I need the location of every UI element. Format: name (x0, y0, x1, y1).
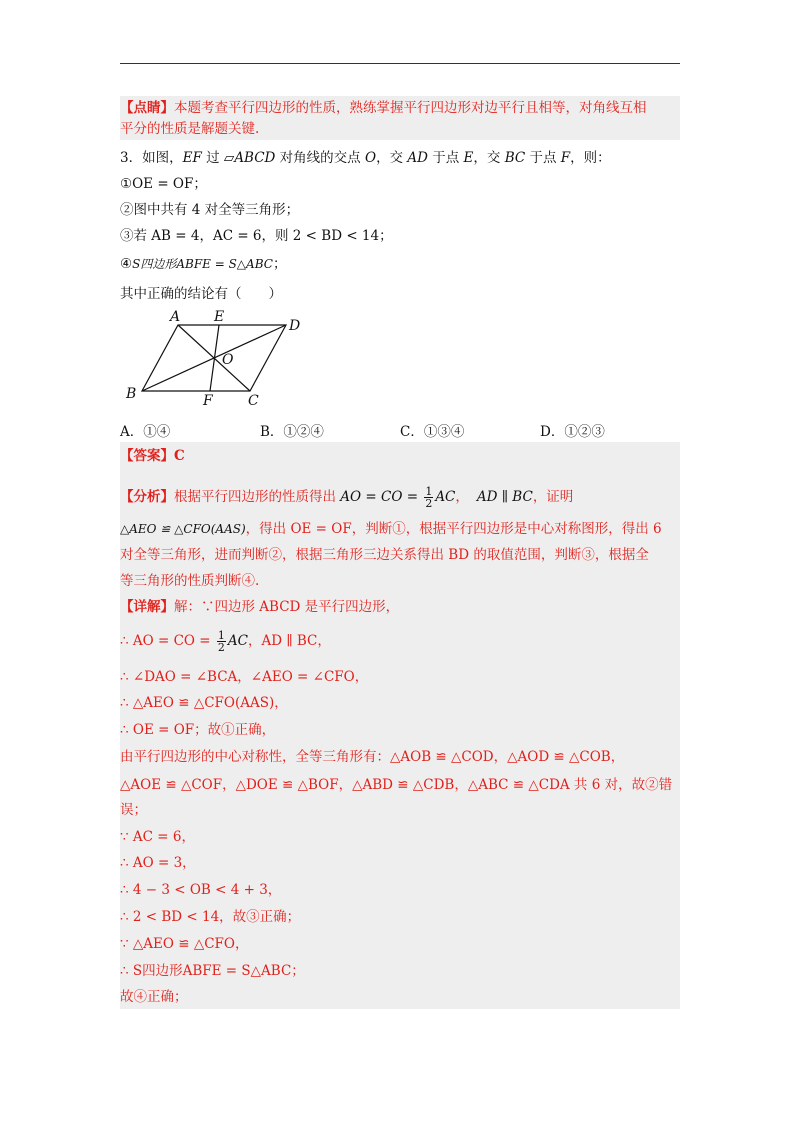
detail-l2-math: ∴ AO = CO = (120, 633, 215, 649)
detail-line-4: ∴ △AEO ≌ △CFO(AAS)， (120, 695, 288, 711)
detail-line-5: ∴ OE = OF；故①正确， (120, 722, 276, 738)
detail-line-13: ∵ △AEO ≌ △CFO， (120, 936, 249, 952)
analysis-line-4 (120, 571, 680, 591)
parallelogram-figure (118, 308, 318, 408)
detail-fraction-numerator: 1 (217, 629, 225, 642)
dianjing-text-1: 本题考查平行四边形的性质，熟练掌握平行四边形对边平行且相等，对角线互相 (174, 100, 647, 116)
stem-abcd: ABCD (234, 150, 276, 166)
stem-f: F (560, 150, 571, 166)
label-a: A (170, 309, 181, 325)
answer-tag: 【答案】 (120, 448, 174, 464)
analysis-l3-text: 对全等三角形，进而判断②，根据三角形三边关系得出 BD 的取值范围，判断③，根据全 (120, 547, 649, 563)
statement-4-math: S四边形ABFE = S△ABC (132, 257, 273, 271)
detail-line-6: 由平行四边形的中心对称性，全等三角形有：△AOB ≌ △COD，△AOD ≌ △COB， (120, 749, 625, 765)
question-ask: 其中正确的结论有（ ） (120, 286, 282, 302)
analysis-fraction (424, 486, 433, 509)
label-o: O (222, 352, 234, 368)
analysis-l1-ac: AC (435, 489, 456, 505)
dianjing-tag: 【点睛】 (120, 100, 174, 116)
analysis-l1-end: ，证明 (532, 489, 574, 505)
question-stem (120, 148, 680, 168)
header-rule (120, 63, 680, 64)
detail-fraction-denominator: 2 (217, 641, 225, 654)
option-c[interactable]: C．①③④ (400, 424, 465, 440)
analysis-l1-pre: 根据平行四边形的性质得出 (174, 489, 341, 505)
analysis-line-2 (120, 519, 680, 539)
dianjing-line-2 (120, 119, 680, 139)
option-b[interactable]: B．①②④ (260, 424, 324, 440)
label-f: F (203, 393, 213, 408)
stem-o: O (364, 150, 377, 166)
analysis-l4-text: 等三角形的性质判断④. (120, 573, 260, 589)
detail-l2-par: ，AD ∥ BC， (247, 633, 331, 649)
detail-line-15: 故④正确； (120, 989, 188, 1005)
detail-line-8: 误； (120, 802, 147, 818)
analysis-l1-par: AD ∥ BC (476, 489, 533, 505)
stem-bc: BC (504, 150, 526, 166)
answer-line (120, 446, 680, 466)
analysis-line-3 (120, 545, 680, 565)
stem-mid3: ，交 (376, 150, 408, 166)
stem-prefix: 3．如图， (120, 150, 183, 166)
analysis-l2-text: ，得出 OE = OF，判断①，根据平行四边形是中心对称图形，得出 6 (245, 521, 662, 537)
detail-line-12: ∴ 2 < BD < 14，故③正确； (120, 909, 301, 925)
stem-mid4: 于点 (427, 150, 464, 166)
stem-e: E (463, 150, 474, 166)
analysis-tag: 【分析】 (120, 489, 174, 505)
detail-line-10: ∴ AO = 3， (120, 855, 196, 871)
statement-4-end: ； (272, 256, 287, 272)
statement-4-prefix: ④ (120, 256, 133, 272)
option-a[interactable]: A．①④ (120, 424, 171, 440)
stem-end: ，则： (570, 150, 611, 166)
detail-line-11: ∴ 4 − 3 < OB < 4 + 3， (120, 882, 282, 898)
detail-l1: 解：∵四边形 ABCD 是平行四边形， (174, 599, 400, 615)
detail-fraction (217, 630, 226, 653)
fraction-numerator: 1 (425, 485, 433, 498)
stem-mid5: ，交 (473, 150, 505, 166)
stem-mid1: 过 (201, 150, 224, 166)
detail-line-1 (120, 597, 680, 617)
stem-ef: EF (182, 150, 202, 166)
detail-l2-ac: AC (227, 633, 248, 649)
detail-line-14: ∴ S四边形ABFE = S△ABC； (120, 963, 305, 979)
detail-line-9: ∵ AC = 6， (120, 829, 195, 845)
label-d: D (289, 318, 301, 334)
label-c: C (248, 393, 259, 408)
analysis-l1-math: AO = CO = (340, 489, 423, 505)
analysis-l2-math: △AEO ≌ △CFO(AAS) (120, 522, 246, 536)
analysis-l1-mid: ， (455, 489, 469, 505)
stem-mid2: 对角线的交点 (275, 150, 365, 166)
segment-ef (210, 325, 219, 391)
statement-1: ①OE = OF； (120, 176, 207, 192)
analysis-line-1 (120, 484, 680, 510)
statement-4 (120, 254, 680, 274)
detail-line-7: △AOE ≌ △COF，△DOE ≌ △BOF，△ABD ≌ △CDB，△ABC ≌ △CDA 共 6 对，故②错 (120, 777, 673, 793)
detail-tag: 【详解】 (120, 599, 174, 615)
label-e: E (214, 309, 225, 325)
label-b: B (126, 386, 137, 402)
dianjing-line-1 (120, 98, 680, 118)
detail-line-2 (120, 628, 680, 654)
stem-mid6: 于点 (525, 150, 561, 166)
statement-3: ③若 AB = 4，AC = 6，则 2 < BD < 14； (120, 228, 393, 244)
option-d[interactable]: D．①②③ (540, 424, 605, 440)
parallelogram-symbol: ▱ (223, 150, 235, 166)
fraction-denominator: 2 (425, 497, 433, 510)
stem-ad: AD (407, 150, 428, 166)
statement-2: ②图中共有 4 对全等三角形； (120, 202, 300, 218)
answer-value: C (174, 448, 185, 464)
detail-line-3: ∴ ∠DAO = ∠BCA，∠AEO = ∠CFO， (120, 669, 369, 685)
dianjing-text-2: 平分的性质是解题关键. (120, 121, 260, 137)
